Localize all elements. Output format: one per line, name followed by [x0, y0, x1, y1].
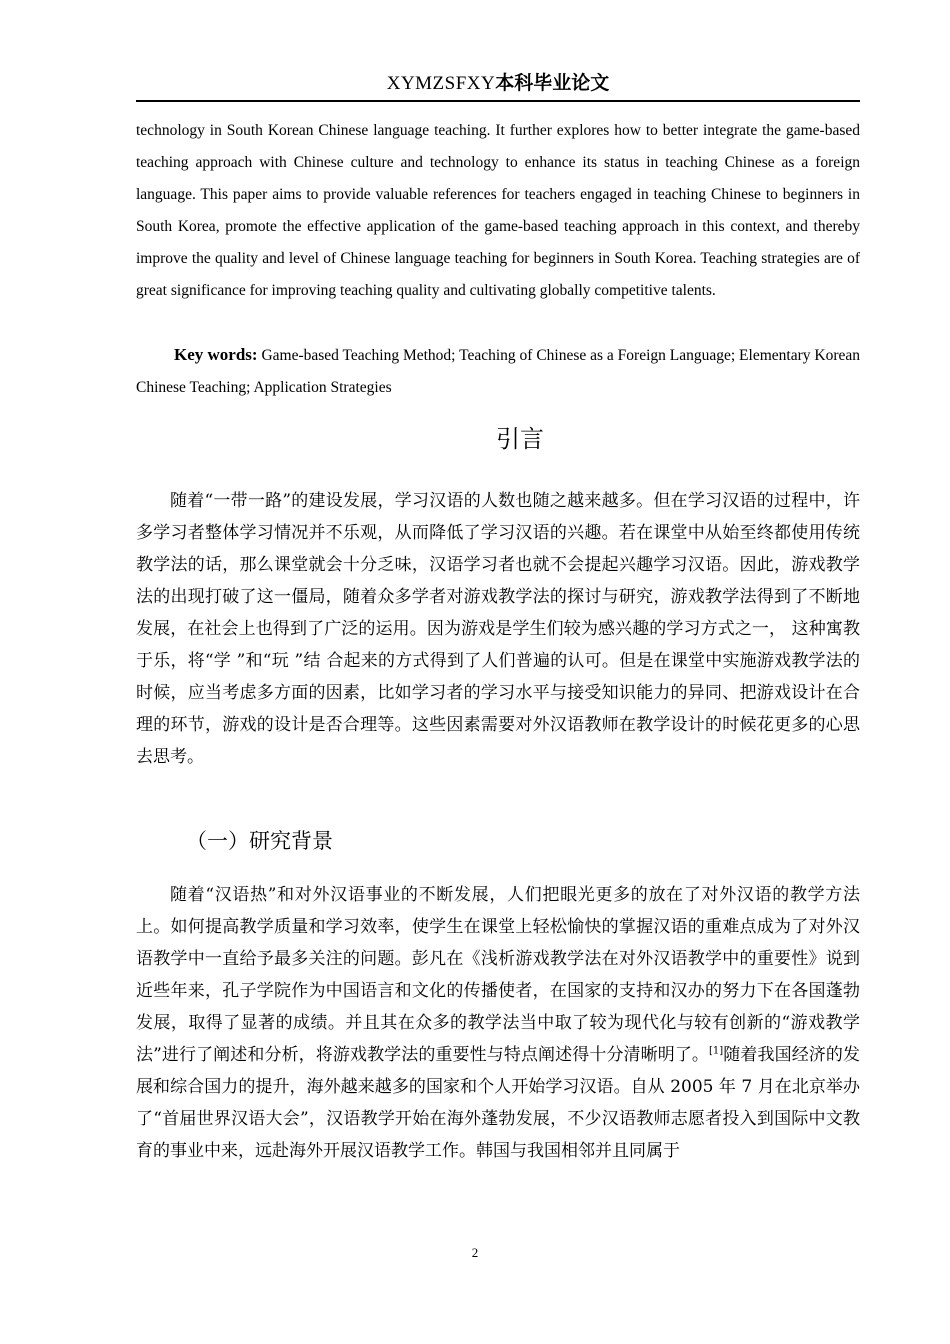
intro-title: 引言	[496, 425, 544, 453]
header-institution-code: XYMZSFXY	[386, 73, 496, 94]
background-text-part1: 随着“汉语热”和对外汉语事业的不断发展，人们把眼光更多的放在了对外汉语的教学方法上。如何提高教学质量和学习效率，使学生在课堂上轻松愉快的掌握汉语的重难点成为了对外汉语教学中一直给予最多关注的问题。彭凡在《浅析游戏教学法在对外汉语教学中的重要性》说到近些年来，孔子学院作为中国语言和文化的传播使者，在国家的支持和汉办的努力下在各国蓬勃发展，取得了显著的成绩。并且其在众多的教学法当中取了较为现代化与较有创新的“游戏教学法”进行了阐述和分析，将游戏教学法的重要性与特点阐述得十分清晰明了。	[136, 885, 860, 1065]
background-text-part2: 随着我国经济的发展和综合国力的提升，海外越来越多的国家和个人开始学习汉语。自从 2005 年 7 月在北京举办了“首届世界汉语大会”，汉语教学开始在海外蓬勃发展，不少汉语教师志愿者投入到国际中文教育的事业中来，远赴海外开展汉语教学工作。韩国与我国相邻并且同属于	[136, 1045, 860, 1161]
abstract-continuation: technology in South Korean Chinese language teaching. It further explores how to better integrate the game-based teaching approach with Chinese culture and technology to enhance its status in teaching Chinese as a foreign language. This paper aims to provide valuable references for teachers engaged in teaching Chinese to beginners in South Korea, promote the effective application of the game-based teaching approach in this context, and thereby improve the quality and level of Chinese language teaching for beginners in South Korea. Teaching strategies are of great significance for improving teaching quality and cultivating globally competitive talents.	[136, 122, 860, 299]
header-thesis-label: 本科毕业论文	[495, 72, 610, 94]
keywords-label: Key words:	[174, 345, 258, 364]
citation-marker[interactable]: [1]	[709, 1045, 724, 1057]
intro-paragraph: 随着“一带一路”的建设发展，学习汉语的人数也随之越来越多。但在学习汉语的过程中，许多学习者整体学习情况并不乐观，从而降低了学习汉语的兴趣。若在课堂中从始至终都使用传统教学法的话，那么课堂就会十分乏味，汉语学习者也就不会提起兴趣学习汉语。因此，游戏教学法的出现打破了这一僵局，随着众多学者对游戏教学法的探讨与研究，游戏教学法得到了不断地发展，在社会上也得到了广泛的运用。因为游戏是学生们较为感兴趣的学习方式之一， 这种寓教于乐，将“学 ”和“玩 ”结 合起来的方式得到了人们普遍的认可。但是在课堂中实施游戏教学法的时候，应当考虑多方面的因素，比如学习者的学习水平与接受知识能力的异同、把游戏设计在合理的环节，游戏的设计是否合理等。这些因素需要对外汉语教师在教学设计的时候花更多的心思去思考。	[136, 491, 860, 767]
background-paragraph	[136, 879, 860, 1167]
keywords-text: Game-based Teaching Method; Teaching of Chinese as a Foreign Language; Elementary Korean Chinese Teaching; Application Strategies	[136, 347, 860, 396]
background-title: （一）研究背景	[186, 829, 333, 853]
page-number: 2	[471, 1245, 479, 1260]
header-rule	[136, 100, 860, 102]
keywords-line	[136, 339, 860, 404]
running-header	[136, 70, 860, 97]
